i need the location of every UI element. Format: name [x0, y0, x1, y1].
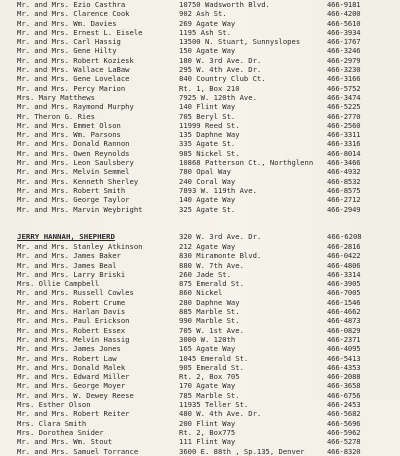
directory-entry	[0, 93, 400, 102]
directory-entry	[0, 46, 400, 55]
entry-phone: 466-5682	[327, 409, 361, 419]
entry-address: 140 Flint Way	[179, 102, 236, 112]
entry-name: Mr. and Mrs. Wm. Parsons	[17, 130, 121, 140]
entry-name: Mr. and Mrs. Donald Malek	[17, 362, 126, 372]
entry-address: 335 Agate St.	[179, 139, 236, 149]
directory-entry	[0, 391, 400, 400]
entry-phone: 466-0422	[327, 251, 361, 261]
entry-name: Mrs. Mary Matthews	[17, 92, 95, 102]
entry-phone: 466-5696	[327, 418, 361, 428]
directory-entry	[0, 428, 400, 437]
entry-name: Mr. and Mrs. Owen Reynolds	[17, 148, 130, 158]
entry-name: Mr. and Mrs. Robert Essex	[17, 325, 126, 335]
entry-name: Mr. and Mrs. Ernest L. Eisele	[17, 27, 143, 37]
entry-phone: 466-5413	[327, 353, 361, 363]
directory-entry	[0, 19, 400, 28]
directory-entry	[0, 261, 400, 270]
directory-entry	[0, 447, 400, 456]
entry-phone: 466-2949	[327, 204, 361, 214]
entry-address: 170 Agate Way	[179, 381, 236, 391]
entry-name: Mr. and Mrs. Leon Saulsbery	[17, 158, 134, 168]
entry-phone: 466-6756	[327, 390, 361, 400]
directory-entry	[0, 56, 400, 65]
entry-phone: 466-4806	[327, 260, 361, 270]
entry-address: 10750 Wadsworth Blvd.	[179, 0, 270, 9]
entry-address: 705 Beryl St.	[179, 111, 236, 121]
directory-entry	[0, 251, 400, 260]
entry-name: Mr. and Mrs. Wm. Davies	[17, 18, 117, 28]
directory-entry	[0, 298, 400, 307]
entry-address: 885 Marble St.	[179, 307, 240, 317]
entry-address: 269 Agate Way	[179, 18, 236, 28]
directory-entry	[0, 149, 400, 158]
entry-name: Mr. and Mrs. Gene Lovelace	[17, 74, 130, 84]
entry-address: 111 Flint Way	[179, 437, 236, 447]
entry-phone: 466-3934	[327, 27, 361, 37]
entry-address: 280 Daphne Way	[179, 297, 240, 307]
entry-phone: 466-8320	[327, 446, 361, 456]
entry-name: Mr. and Mrs. James Baker	[17, 251, 121, 261]
entry-phone: 466-2088	[327, 372, 361, 382]
entry-phone: 466-4932	[327, 167, 361, 177]
entry-phone: 466-2979	[327, 55, 361, 65]
directory-entry	[0, 9, 400, 18]
entry-phone: 466-2770	[327, 111, 361, 121]
entry-name: Mr. and Mrs. Kenneth Sherley	[17, 176, 139, 186]
entry-address: 902 Ash St.	[179, 9, 227, 19]
entry-name: Mr. and Mrs. W. Dewey Reese	[17, 390, 134, 400]
entry-name: Mr. Theron G. Ries	[17, 111, 95, 121]
entry-address: 10868 Patterson Ct., Northglenn	[179, 158, 314, 168]
entry-phone: 466-3474	[327, 92, 361, 102]
entry-address: 990 Marble St.	[179, 316, 240, 326]
entry-phone: 466-3905	[327, 279, 361, 289]
directory-entry	[0, 205, 400, 214]
entry-name: Mr. and Mrs. Ezio Casthra	[17, 0, 126, 9]
directory-entry	[0, 74, 400, 83]
entry-name: Mr. and Mrs. Wm. Stout	[17, 437, 113, 447]
directory-entry	[0, 195, 400, 204]
shepherd-name-heading: JERRY HANNAH, SHEPHERD	[17, 232, 115, 241]
directory-entry	[0, 65, 400, 74]
entry-name: Mr. and Mrs. Wallace LaBaw	[17, 65, 130, 75]
entry-name: Mr. and Mrs. Melvin Hassig	[17, 334, 130, 344]
directory-entry	[0, 344, 400, 353]
entry-phone: 466-4200	[327, 9, 361, 19]
entry-phone: 466-3466	[327, 158, 361, 168]
entry-phone: 466-3230	[327, 65, 361, 75]
entry-phone: 466-9181	[327, 0, 361, 9]
entry-address: Rt. 2, Box 705	[179, 372, 240, 382]
directory-section-1	[0, 0, 400, 214]
entry-address: 295 W. 4th Ave. Dr.	[179, 65, 262, 75]
entry-name: Mr. and Mrs. Robert Smith	[17, 185, 126, 195]
entry-phone: 466-2560	[327, 120, 361, 130]
shepherd-phone: 466-6208	[327, 232, 362, 241]
directory-entry	[0, 354, 400, 363]
directory-entry	[0, 437, 400, 446]
directory-entry	[0, 37, 400, 46]
entry-address: 985 Nickel St.	[179, 148, 240, 158]
entry-address: 180 W. 3rd Ave. Dr.	[179, 55, 262, 65]
entry-name: Mr. and Mrs. George Moyer	[17, 381, 126, 391]
entry-name: Mr. and Mrs. Marvin Weybright	[17, 204, 143, 214]
entry-address: 3600 E. 88th , Sp.135, Denver	[179, 446, 305, 456]
entry-name: Mr. and Mrs. George Taylor	[17, 195, 130, 205]
entry-address: 325 Agate St.	[179, 204, 236, 214]
directory-entry	[0, 177, 400, 186]
entry-name: Mrs. Dorothea Snider	[17, 427, 104, 437]
entry-address: 875 Emerald St.	[179, 279, 244, 289]
entry-name: Mr. and Mrs. Russell Cowles	[17, 288, 134, 298]
entry-phone: 466-8575	[327, 185, 361, 195]
entry-address: 150 Agate Way	[179, 46, 236, 56]
entry-phone: 466-1767	[327, 37, 361, 47]
entry-name: Mr. and Mrs. Clarence Cook	[17, 9, 130, 19]
directory-entry	[0, 121, 400, 130]
entry-phone: 466-4353	[327, 362, 361, 372]
entry-phone: 466-4873	[327, 316, 361, 326]
directory-entry	[0, 363, 400, 372]
directory-entry	[0, 335, 400, 344]
entry-phone: 466-3658	[327, 381, 361, 391]
entry-phone: 466-1546	[327, 297, 361, 307]
entry-name: Mr. and Mrs. Donald Rannon	[17, 139, 130, 149]
entry-address: Rt. 2, Box775	[179, 427, 236, 437]
directory-entry	[0, 372, 400, 381]
entry-address: Rt. 1, Box 210	[179, 83, 240, 93]
directory-entry	[0, 381, 400, 390]
directory-entry	[0, 400, 400, 409]
entry-name: Mr. and Mrs. Samuel Torrance	[17, 446, 139, 456]
entry-name: Mr. and Mrs. Robert Law	[17, 353, 117, 363]
entry-phone: 466-8532	[327, 176, 361, 186]
directory-entry	[0, 28, 400, 37]
directory-entry	[0, 307, 400, 316]
directory-entry	[0, 130, 400, 139]
entry-address: 260 Jade St.	[179, 269, 231, 279]
entry-phone: 466-3311	[327, 130, 361, 140]
entry-phone: 466-2453	[327, 400, 361, 410]
directory-entry	[0, 0, 400, 9]
directory-entry	[0, 186, 400, 195]
entry-address: 830 Miramonte Blvd.	[179, 251, 262, 261]
entry-address: 7925 W. 120th Ave.	[179, 92, 257, 102]
entry-name: Mr. and Mrs. Paul Erickson	[17, 316, 130, 326]
entry-address: 905 Emerald St.	[179, 362, 244, 372]
entry-name: Mr. and Mrs. Robert Koziesk	[17, 55, 134, 65]
entry-address: 780 Opal Way	[179, 167, 231, 177]
entry-address: 135 Daphne Way	[179, 130, 240, 140]
entry-address: 140 Agate Way	[179, 195, 236, 205]
entry-phone: 466-5278	[327, 437, 361, 447]
directory-entry	[0, 326, 400, 335]
entry-name: Mr. and Mrs. Emmet Olson	[17, 120, 121, 130]
entry-name: Mr. and Mrs. Carl Hassig	[17, 37, 121, 47]
entry-address: 7893 W. 119th Ave.	[179, 185, 257, 195]
directory-entry	[0, 270, 400, 279]
entry-phone: 466-2816	[327, 242, 361, 251]
entry-name: Mrs. Esther Olson	[17, 400, 91, 410]
entry-name: Mr. and Mrs. Robert Crume	[17, 297, 126, 307]
entry-name: Mrs. Ollie Campbell	[17, 279, 100, 289]
shepherd-member-list	[0, 242, 400, 456]
entry-address: 240 Coral Way	[179, 176, 236, 186]
directory-entry	[0, 242, 400, 251]
entry-address: 1195 Ash St.	[179, 27, 231, 37]
entry-address: 1045 Emerald St.	[179, 353, 249, 363]
entry-address: 840 Country Club Ct.	[179, 74, 266, 84]
entry-name: Mr. and Mrs. Percy Marion	[17, 83, 126, 93]
entry-name: Mr. and Mrs. Melvin Semmel	[17, 167, 130, 177]
entry-phone: 466-0829	[327, 325, 361, 335]
entry-address: 860 Nickel	[179, 288, 223, 298]
entry-address: 11999 Reed St.	[179, 120, 240, 130]
entry-phone: 466-2371	[327, 334, 361, 344]
directory-entry	[0, 167, 400, 176]
entry-phone: 466-5225	[327, 102, 361, 112]
entry-name: Mr. and Mrs. James Beal	[17, 260, 117, 270]
entry-phone: 466-4095	[327, 344, 361, 354]
entry-phone: 466-3166	[327, 74, 361, 84]
entry-address: 200 Flint Way	[179, 418, 236, 428]
entry-phone: 466-4662	[327, 307, 361, 317]
directory-entry	[0, 316, 400, 325]
directory-entry	[0, 139, 400, 148]
directory-entry	[0, 279, 400, 288]
entry-address: 705 W. 1st Ave.	[179, 325, 244, 335]
entry-phone: 466-3314	[327, 269, 361, 279]
entry-name: Mr. and Mrs. James Jones	[17, 344, 121, 354]
entry-phone: 466-5610	[327, 18, 361, 28]
directory-entry	[0, 409, 400, 418]
entry-phone: 466-3316	[327, 139, 361, 149]
entry-address: 13500 N. Stuart, Sunnyslopes	[179, 37, 301, 47]
entry-name: Mr. and Mrs. Harlan Davis	[17, 307, 126, 317]
directory-entry	[0, 158, 400, 167]
entry-phone: 466-3246	[327, 46, 361, 56]
directory-entry	[0, 288, 400, 297]
entry-phone: 466-8014	[327, 148, 361, 158]
entry-name: Mr. and Mrs. Edward Miller	[17, 372, 130, 382]
entry-address: 212 Agate Way	[179, 242, 236, 251]
entry-address: 11935 Teller St.	[179, 400, 249, 410]
entry-phone: 466-5962	[327, 427, 361, 437]
entry-name: Mrs. Clara Smith	[17, 418, 87, 428]
entry-name: Mr. and Mrs. Larry Briski	[17, 269, 126, 279]
entry-phone: 466-5752	[327, 83, 361, 93]
directory-entry	[0, 419, 400, 428]
entry-phone: 466-2712	[327, 195, 361, 205]
entry-phone: 466-7005	[327, 288, 361, 298]
entry-name: Mr. and Mrs. Stanley Atkinson	[17, 242, 143, 251]
entry-name: Mr. and Mrs. Gene Hilty	[17, 46, 117, 56]
entry-address: 480 W. 4th Ave. Dr.	[179, 409, 262, 419]
entry-address: 165 Agate Way	[179, 344, 236, 354]
entry-name: Mr. and Mrs. Robert Reiter	[17, 409, 130, 419]
entry-address: 785 Marble St.	[179, 390, 240, 400]
entry-address: 3000 W. 120th	[179, 334, 236, 344]
directory-entry	[0, 102, 400, 111]
entry-address: 880 W. 7th Ave.	[179, 260, 244, 270]
directory-entry	[0, 84, 400, 93]
directory-entry	[0, 112, 400, 121]
shepherd-address: 320 W. 3rd Ave. Dr.	[179, 232, 262, 241]
entry-name: Mr. and Mrs. Raymond Murphy	[17, 102, 134, 112]
